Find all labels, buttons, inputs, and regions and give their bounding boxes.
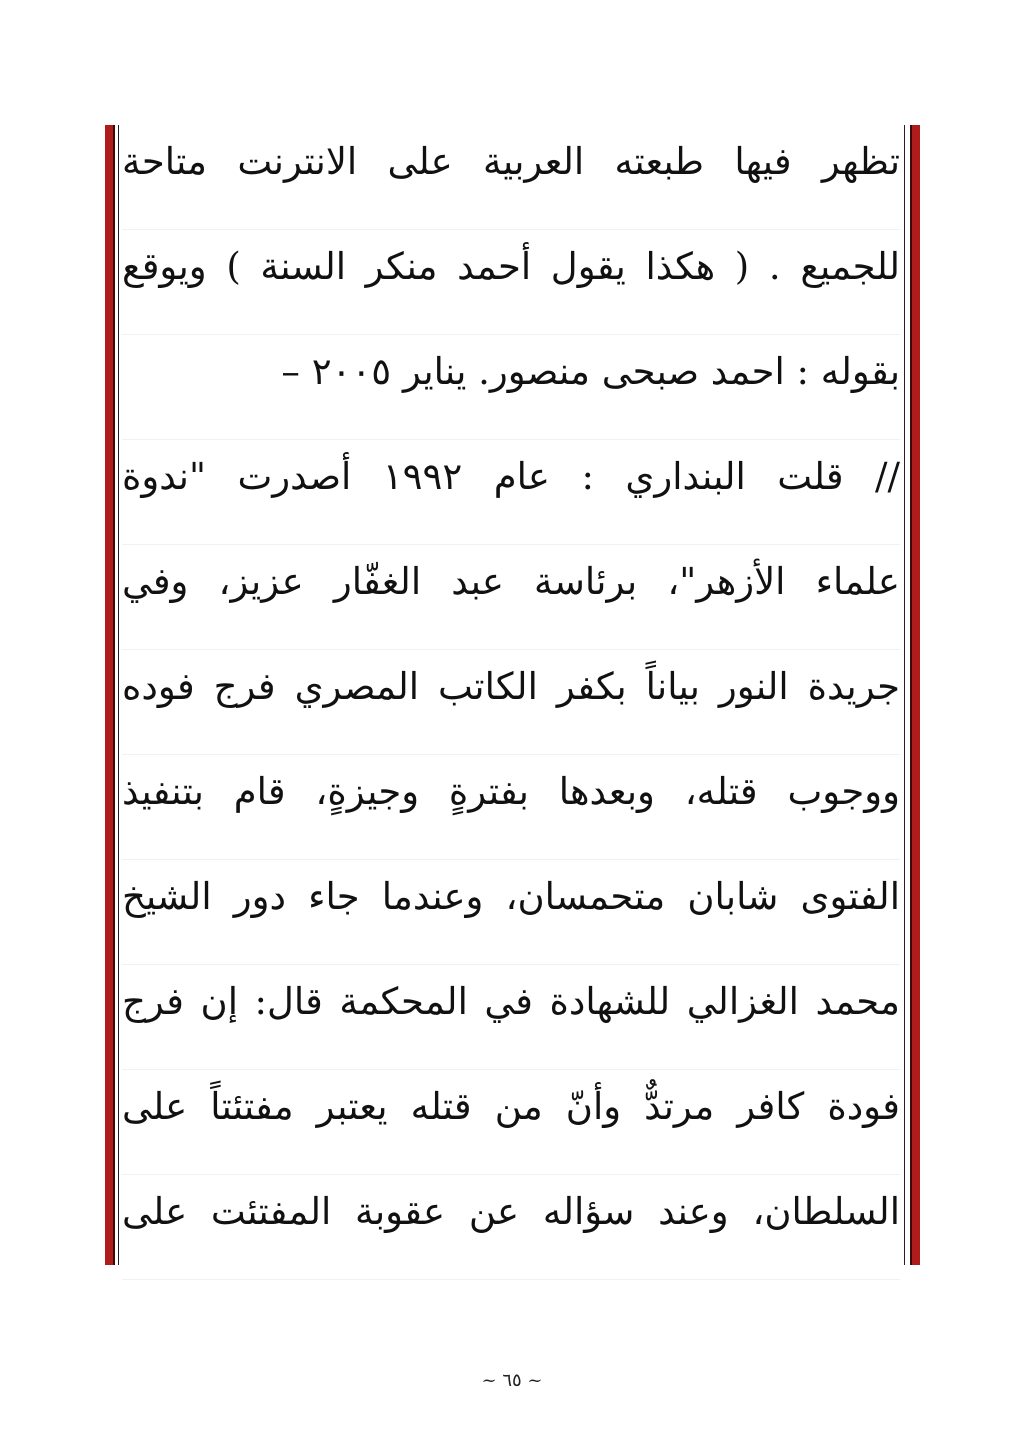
text-line-5: علماء الأزهر"، برئاسة عبد الغفّار عزيز، وفي [122,545,900,650]
page-text [122,125,900,1265]
text-line-2: للجميع . ( هكذا يقول أحمد منكر السنة ) ويوقع [122,230,900,335]
text-line-8: الفتوى شابان متحمسان، وعندما جاء دور الشيخ [122,860,900,965]
page-number: ~ ٦٥ ~ [481,1370,543,1391]
text-line-10: فودة كافر مرتدٌّ وأنّ من قتله يعتبر مفتئتاً على [122,1070,900,1175]
text-line-7: ووجوب قتله، وبعدها بفترةٍ وجيزةٍ، قام بتنفيذ [122,755,900,860]
text-line-4: // قلت البنداري : عام ١٩٩٢ أصدرت "ندوة [122,440,900,545]
text-line-11: السلطان، وعند سؤاله عن عقوبة المفتئت على [122,1175,900,1280]
text-line-6: جريدة النور بياناً بكفر الكاتب المصري فرج فوده [122,650,900,755]
right-border-bar [910,125,920,1265]
text-line-9: محمد الغزالي للشهادة في المحكمة قال: إن فرج [122,965,900,1070]
left-border-rule [118,125,119,1265]
text-line-1: تظهر فيها طبعته العربية على الانترنت متاحة [122,125,900,230]
left-border-bar [105,125,115,1265]
text-line-3: بقوله : احمد صبحى منصور. يناير ٢٠٠٥ – [122,335,900,440]
right-border-rule [904,125,905,1265]
